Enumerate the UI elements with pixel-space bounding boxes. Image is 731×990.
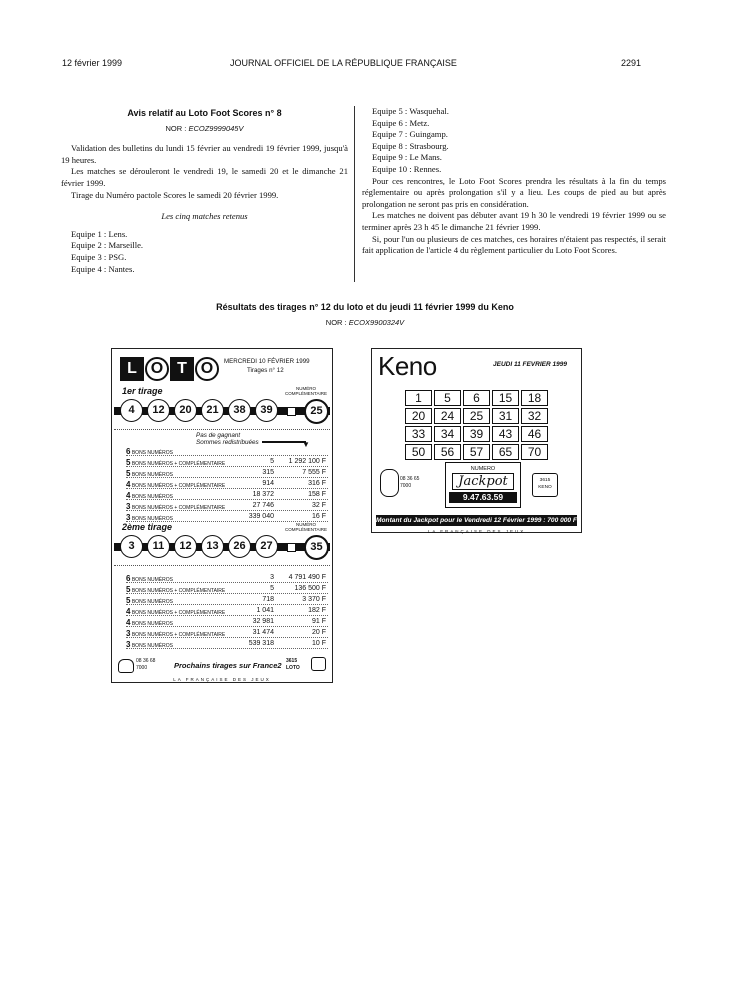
loto-ball: 20 <box>174 399 197 422</box>
jackpot-number: 9.47.63.59 <box>449 492 517 503</box>
minitel-icon <box>311 657 326 671</box>
minitel-icon <box>532 473 558 497</box>
prize-row <box>126 618 328 627</box>
keno-number: 6 <box>463 390 490 406</box>
pas-gagnant: Pas de gagnant <box>196 432 241 439</box>
phone-icon <box>380 469 399 497</box>
prize-rank-label: 4 BONS NUMÉROS <box>126 491 173 500</box>
keno-footer: LA FRANÇAISE DES JEUX <box>427 529 526 534</box>
prize-row <box>126 447 328 456</box>
prize-amount: 1 292 100 F <box>288 458 326 465</box>
keno-number: 31 <box>492 408 519 424</box>
winners-count: 539 318 <box>248 640 274 647</box>
keno-number: 39 <box>463 426 490 442</box>
keno-results-box <box>371 348 582 533</box>
loto-ball: 38 <box>228 399 251 422</box>
notice-paragraph: Validation des bulletins du lundi 15 février au vendredi 19 février 1999, jusqu'à 19 heures. <box>61 143 348 165</box>
loto-ball: 12 <box>174 535 197 558</box>
keno-number: 20 <box>405 408 432 424</box>
notice-left-column <box>61 108 348 275</box>
loto-ball: 39 <box>255 399 278 422</box>
prize-row <box>126 513 328 522</box>
loto-tirage-number: Tirages n° 12 <box>247 367 284 374</box>
keno-number: 1 <box>405 390 432 406</box>
draw1-balls <box>114 399 330 423</box>
loto-ball: 3 <box>120 535 143 558</box>
prize-amount: 3 370 F <box>302 596 326 603</box>
prize-rank-label: 5 BONS NUMÉROS <box>126 596 173 605</box>
team-item: Equipe 8 : Strasbourg. <box>372 140 449 151</box>
keno-number-grid <box>405 390 548 460</box>
keno-number: 24 <box>434 408 461 424</box>
notice-nor: NOR : ECOZ9999045V <box>165 123 244 133</box>
team-item: Equipe 3 : PSG. <box>71 251 127 262</box>
keno-number: 65 <box>492 444 519 460</box>
winners-count: 5 <box>270 458 274 465</box>
prize-rank-label: 4 BONS NUMÉROS + COMPLÉMENTAIRE <box>126 607 226 616</box>
prize-rank-label: 5 BONS NUMÉROS + COMPLÉMENTAIRE <box>126 458 226 467</box>
loto-ball: 21 <box>201 399 224 422</box>
loto-ball: 12 <box>147 399 170 422</box>
team-item: Equipe 5 : Wasquehal. <box>372 106 449 116</box>
prize-row <box>126 607 328 616</box>
prize-amount: 7 555 F <box>302 469 326 476</box>
column-divider <box>354 106 355 282</box>
prize-rank-label: 3 BONS NUMÉROS <box>126 640 173 649</box>
prize-rank-label: 3 BONS NUMÉROS + COMPLÉMENTAIRE <box>126 502 226 511</box>
winners-count: 914 <box>262 480 274 487</box>
prize-amount: 4 791 490 F <box>288 574 326 581</box>
keno-number: 70 <box>521 444 548 460</box>
loto-ball: 27 <box>255 535 278 558</box>
header-date: 12 février 1999 <box>62 58 123 68</box>
keno-logo: Keno <box>378 351 437 381</box>
tirage2-label: 2ème tirage <box>122 522 173 532</box>
complementaire-label: NUMÉRO COMPLÉMENTAIRE <box>285 522 327 532</box>
prize-row <box>126 469 328 478</box>
keno-number: 34 <box>434 426 461 442</box>
winners-count: 1 041 <box>256 607 274 614</box>
winners-count: 32 981 <box>252 618 274 625</box>
loto-complementary-ball: 35 <box>304 535 329 560</box>
prize-row <box>126 596 328 605</box>
loto-date: MERCREDI 10 FÉVRIER 1999 <box>224 358 310 365</box>
draw2-balls <box>114 535 330 559</box>
prize-rank-label: 4 BONS NUMÉROS <box>126 618 173 627</box>
keno-number: 15 <box>492 390 519 406</box>
prize-rank-label: 6 BONS NUMÉROS <box>126 447 173 456</box>
keno-date: JEUDI 11 FEVRIER 1999 <box>493 361 567 368</box>
prize-rank-label: 3 BONS NUMÉROS + COMPLÉMENTAIRE <box>126 629 226 638</box>
team-item: Equipe 1 : Lens. <box>71 228 128 239</box>
results-title: Résultats des tirages n° 12 du loto et du jeudi 11 février 1999 du Keno <box>216 302 514 312</box>
notice-right-column <box>362 106 666 257</box>
header-page: 2291 <box>621 58 642 68</box>
results-nor: NOR : ECOX9900324V <box>325 318 405 327</box>
sommes-redistribuees: Sommes redistribuées <box>196 439 259 446</box>
prize-row <box>126 480 328 489</box>
header-journal: JOURNAL OFFICIEL DE LA RÉPUBLIQUE FRANÇAISE <box>230 58 457 68</box>
prize-amount: 32 F <box>311 502 326 509</box>
prochains-tirages: Prochains tirages sur France2 <box>174 661 282 670</box>
team-item: Equipe 9 : Le Mans. <box>372 152 442 163</box>
prize-rank-label: 4 BONS NUMÉROS + COMPLÉMENTAIRE <box>126 480 226 489</box>
loto-ball: 11 <box>147 535 170 558</box>
keno-number: 5 <box>434 390 461 406</box>
keno-number: 33 <box>405 426 432 442</box>
winners-count: 3 <box>270 574 274 581</box>
loto-logo: L O T O <box>120 357 219 381</box>
keno-number: 32 <box>521 408 548 424</box>
prize-row <box>126 491 328 500</box>
team-item: Equipe 7 : Guingamp. <box>372 129 448 140</box>
notice-paragraph: Si, pour l'un ou plusieurs de ces matches, ces horaires n'étaient pas respectés, il serait fait application de l'article 4 du règlement particulier du Loto Foot Scores. <box>362 233 666 256</box>
winners-count: 5 <box>270 585 274 592</box>
jackpot-banner: Montant du Jackpot pour le Vendredi 12 Février 1999 : 700 000 F <box>376 517 577 524</box>
keno-number: 46 <box>521 426 548 442</box>
keno-number: 18 <box>521 390 548 406</box>
loto-minitel: 3615 LOTO <box>286 658 300 671</box>
winners-count: 718 <box>262 596 274 603</box>
notice-paragraph: Tirage du Numéro pactole Scores le samedi 20 février 1999. <box>71 189 279 200</box>
prize-amount: 136 500 F <box>294 585 326 592</box>
keno-number: 50 <box>405 444 432 460</box>
jackpot-word: Jackpot <box>452 473 514 490</box>
loto-ball: 13 <box>201 535 224 558</box>
prize-rank-label: 5 BONS NUMÉROS + COMPLÉMENTAIRE <box>126 585 226 594</box>
tirage1-label: 1er tirage <box>122 386 163 396</box>
notice-title: Avis relatif au Loto Foot Scores n° 8 <box>127 108 282 118</box>
prize-amount: 316 F <box>308 480 326 487</box>
prize-amount: 20 F <box>311 629 326 636</box>
prize-amount: 182 F <box>308 607 326 614</box>
winners-count: 18 372 <box>252 491 274 498</box>
loto-complementary-ball: 25 <box>304 399 329 424</box>
winners-count: 315 <box>262 469 274 476</box>
loto-results-box <box>111 348 333 683</box>
prize-amount: 158 F <box>308 491 326 498</box>
keno-number: 43 <box>492 426 519 442</box>
prize-rank-label: 5 BONS NUMÉROS <box>126 469 173 478</box>
winners-count: 27 746 <box>252 502 274 509</box>
loto-ball: 26 <box>228 535 251 558</box>
prize-amount: 10 F <box>311 640 326 647</box>
notice-paragraph: Les matches ne doivent pas débuter avant 19 h 30 le vendredi 19 février 1999 ou se terminer après 23 h 45 le dimanche 21 février 1999. <box>362 210 666 232</box>
team-item: Equipe 2 : Marseille. <box>71 240 144 251</box>
prize-amount: 16 F <box>311 513 326 520</box>
keno-number: 57 <box>463 444 490 460</box>
prize-row <box>126 458 328 467</box>
loto-ball: 4 <box>120 399 143 422</box>
prize-row <box>126 640 328 649</box>
prize-row <box>126 585 328 594</box>
prize-rank-label: 6 BONS NUMÉROS <box>126 574 173 583</box>
winners-count: 339 040 <box>248 513 274 520</box>
jackpot-panel <box>445 462 521 508</box>
prize-row <box>126 502 328 511</box>
winners-count: 31 474 <box>252 629 274 636</box>
arrow-down-icon: ▼ <box>302 440 310 449</box>
team-item: Equipe 4 : Nantes. <box>71 263 135 274</box>
keno-number: 25 <box>463 408 490 424</box>
complementaire-label: NUMÉRO COMPLÉMENTAIRE <box>285 386 327 396</box>
prize-rank-label: 3 BONS NUMÉROS <box>126 513 173 522</box>
team-item: Equipe 10 : Rennes. <box>372 163 442 174</box>
loto-footer: LA FRANÇAISE DES JEUX <box>173 677 271 682</box>
keno-number: 56 <box>434 444 461 460</box>
notice-paragraph: Les matches se dérouleront le vendredi 19, le samedi 20 et le dimanche 21 février 1999. <box>61 166 348 188</box>
notice-subtitle: Les cinq matches retenus <box>161 211 248 222</box>
keno-phone: 08 36 65 7000 <box>400 476 420 489</box>
numero-label: NUMERO <box>470 466 496 472</box>
prize-row <box>126 574 328 583</box>
notice-paragraph: Pour ces rencontres, le Loto Foot Scores prendra les résultats à la fin du temps réglementaire ou après prolongation s'il y a lieu. Les coups de pied au but après prolongation ne seront pas pris en considération. <box>362 175 666 209</box>
team-item: Equipe 6 : Metz. <box>372 117 430 128</box>
prize-row <box>126 629 328 638</box>
prize-amount: 91 F <box>311 618 326 625</box>
keno-minitel: 3615 KENO <box>538 478 552 490</box>
phone-icon <box>118 659 134 673</box>
loto-phone: 08 36 68 7000 <box>136 658 156 671</box>
